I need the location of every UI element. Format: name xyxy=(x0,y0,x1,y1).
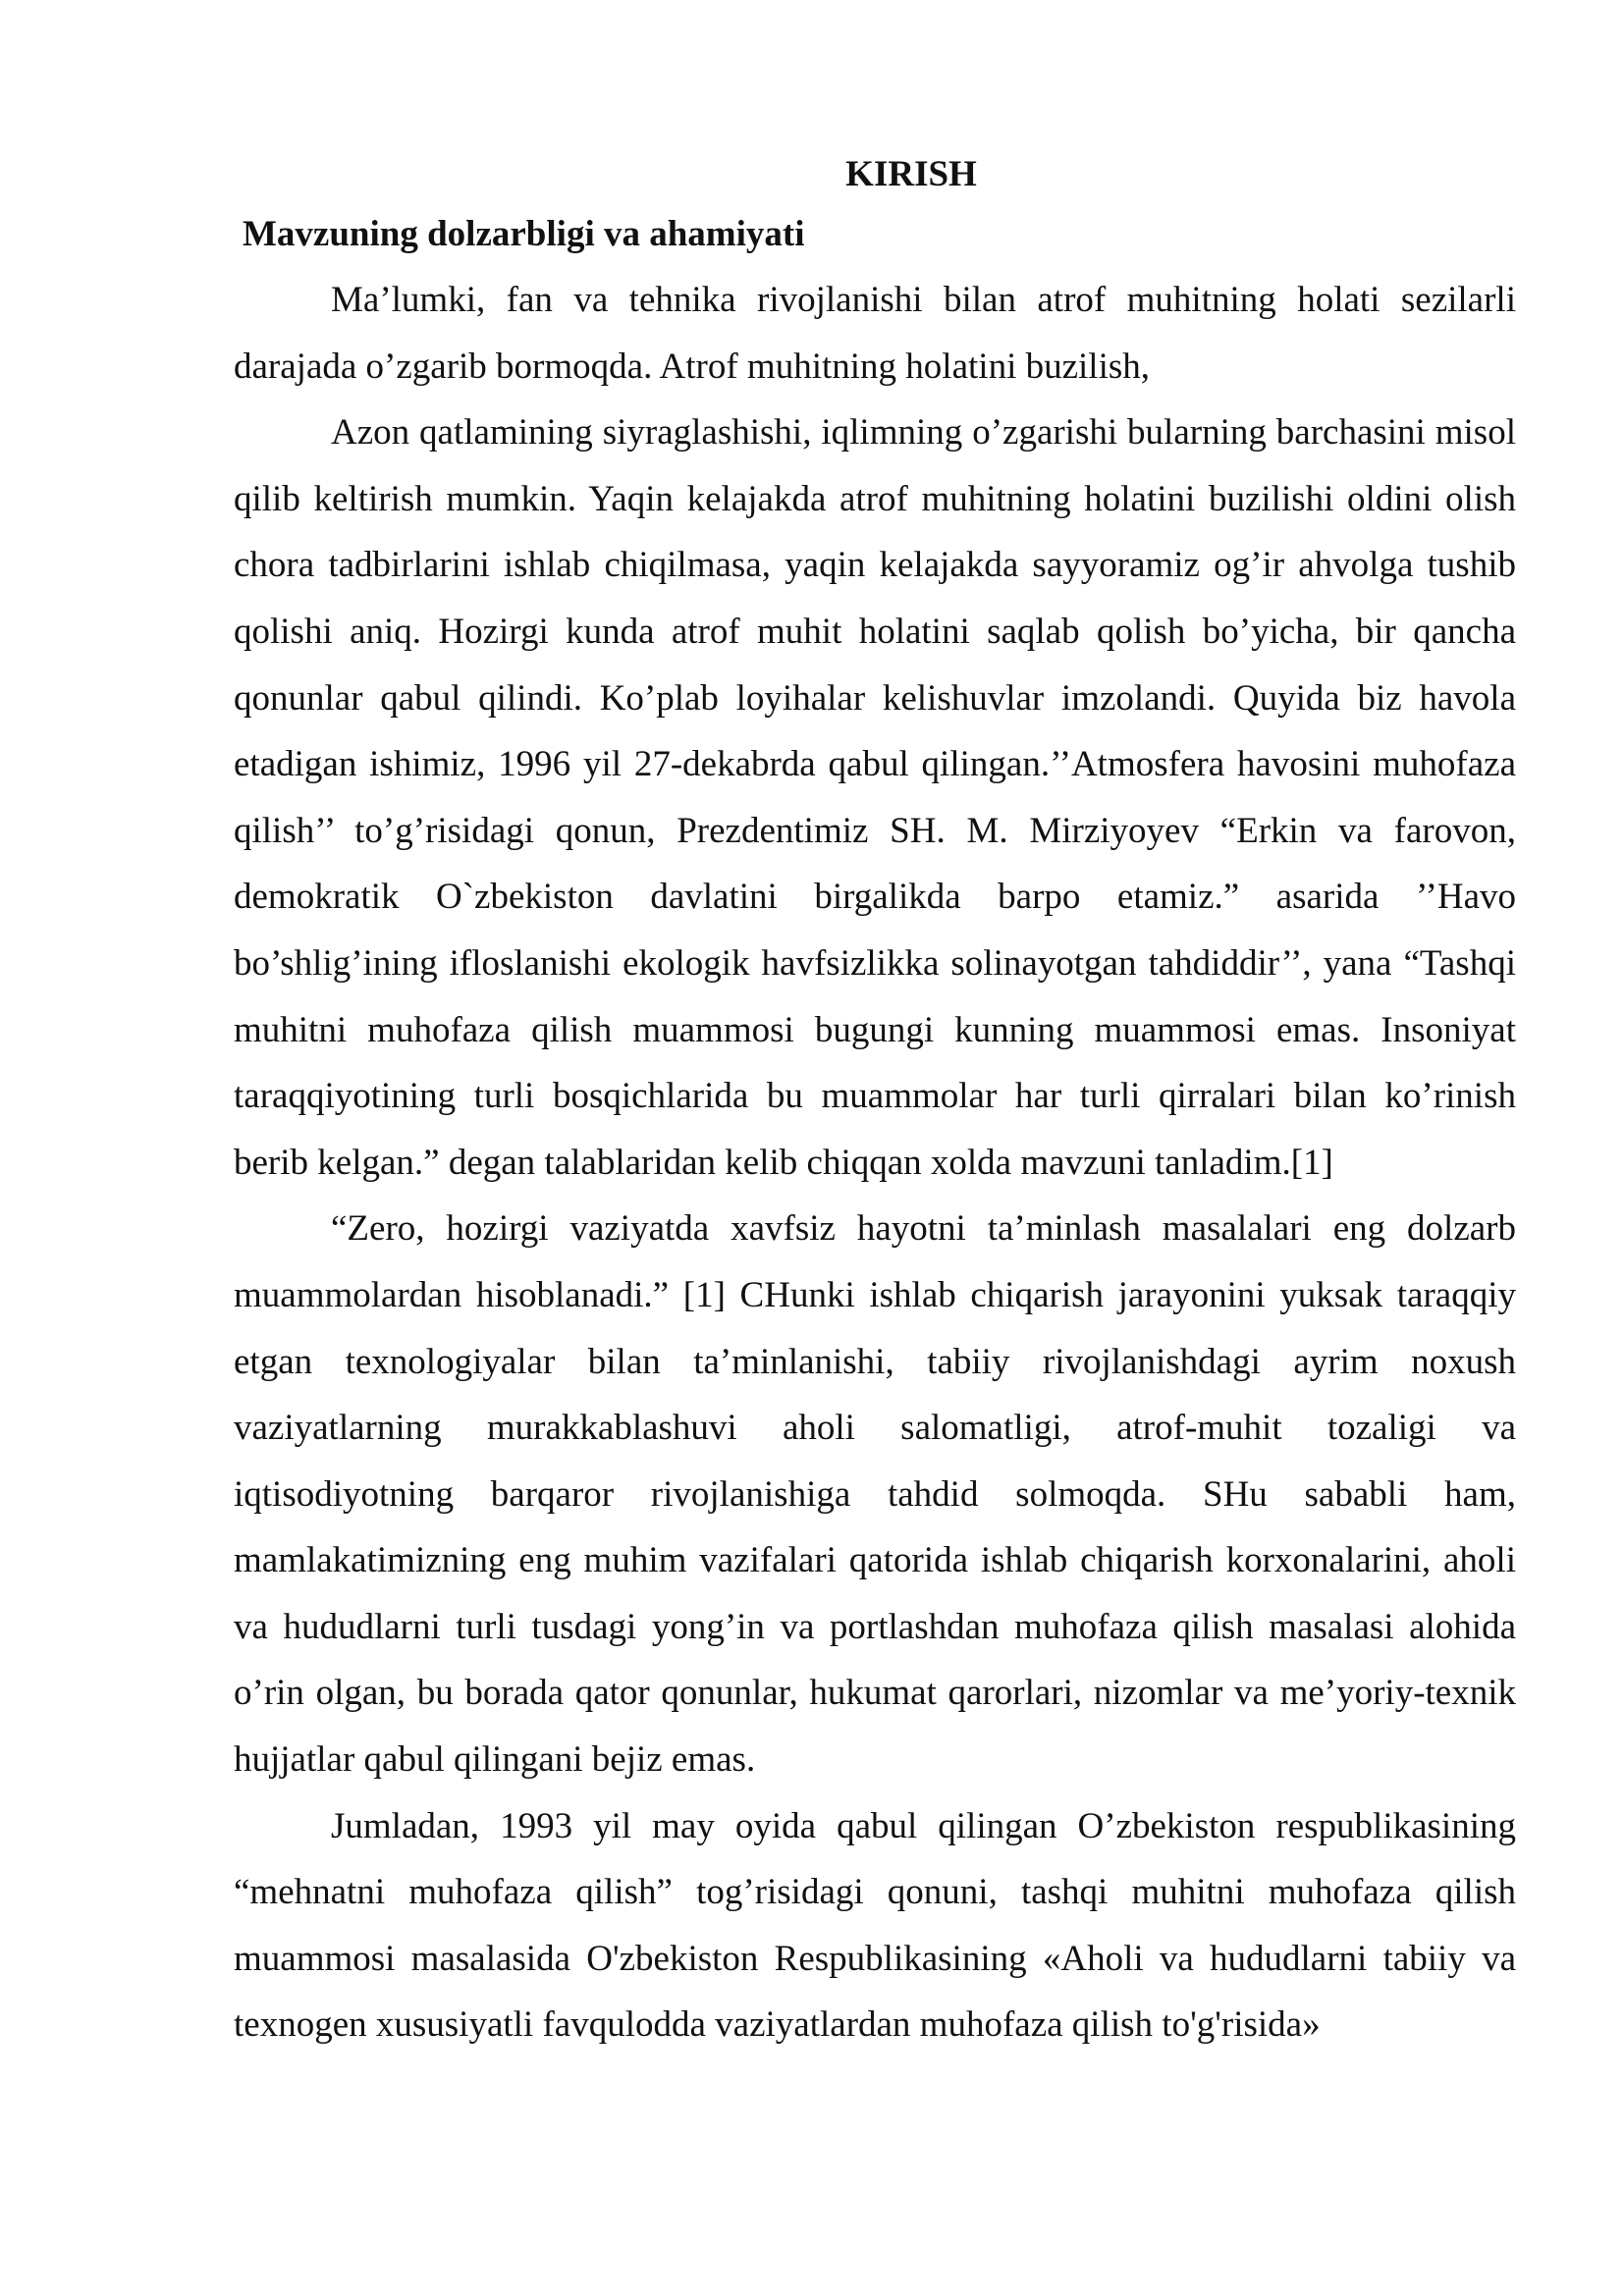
paragraph-3: “Zero, hozirgi vaziyatda xavfsiz hayotni ta’minlash masalalari eng dolzarb muammolardan hisoblanadi.” [1] CHunki ishlab chiqarish jarayonini yuksak taraqqiy etgan texnologiyalar bilan ta’minlanishi, tabiiy rivojlanishdagi ayrim noxush vaziyatlarning murakkablashuvi aholi salomatligi, atrof-muhit tozaligi va iqtisodiyotning barqaror rivojlanishiga tahdid solmoqda. SHu sababli ham, mamlakatimizning eng muhim vazifalari qatorida ishlab chiqarish korxonalarini, aholi va hududlarni turli tusdagi yong’in va portlashdan muhofaza qilish masalasi alohida o’rin olgan, bu borada qator qonunlar, hukumat qarorlari, nizomlar va me’yoriy-texnik hujjatlar qabul qilingani bejiz emas. xyxy=(234,1208,1516,1781)
section-subtitle: Mavzuning dolzarbligi va ahamiyati xyxy=(243,214,805,254)
document-page xyxy=(234,147,1516,2058)
paragraph-1: Ma’lumki, fan va tehnika rivojlanishi bilan atrof muhitning holati sezilarli darajada o’zgarib bormoqda. Atrof muhitning holatini buzilish, xyxy=(234,280,1516,387)
paragraph-2: Azon qatlamining siyraglashishi, iqlimning o’zgarishi bularning barchasini misol qilib keltirish mumkin. Yaqin kelajakda atrof muhitning holatini buzilishi oldini olish chora tadbirlarini ishlab chiqilmasa, yaqin kelajakda sayyoramiz og’ir ahvolga tushib qolishi aniq. Hozirgi kunda atrof muhit holatini saqlab qolish bo’yicha, bir qancha qonunlar qabul qilindi. Ko’plab loyihalar kelishuvlar imzolandi. Quyida biz havola etadigan ishimiz, 1996 yil 27-dekabrda qabul qilingan.’’Atmosfera havosini muhofaza qilish’’ to’g’risidagi qonun, Prezdentimiz SH. M. Mirziyoyev “Erkin va farovon, demokratik O`zbekiston davlatini birgalikda barpo etamiz.” asarida ’’Havo bo’shlig’ining ifloslanishi ekologik havfsizlikka solinayotgan tahdiddir’’, yana “Tashqi muhitni muhofaza qilish muammosi bugungi kunning muammosi emas. Insoniyat taraqqiyotining turli bosqichlarida bu muammolar har turli qirralari bilan ko’rinish berib kelgan.” degan talablaridan kelib chiqqan xolda mavzuni tanladim.[1] xyxy=(234,412,1516,1183)
page-title: KIRISH xyxy=(845,154,977,194)
paragraph-4: Jumladan, 1993 yil may oyida qabul qilingan O’zbekiston respublikasining “mehnatni muhofaza qilish” tog’risidagi qonuni, tashqi muhitni muhofaza qilish muammosi masalasida O'zbekiston Respublikasining «Aholi va hududlarni tabiiy va texnogen xususiyatli favqulodda vaziyatlardan muhofaza qilish to'g'risida» xyxy=(234,1805,1516,2046)
